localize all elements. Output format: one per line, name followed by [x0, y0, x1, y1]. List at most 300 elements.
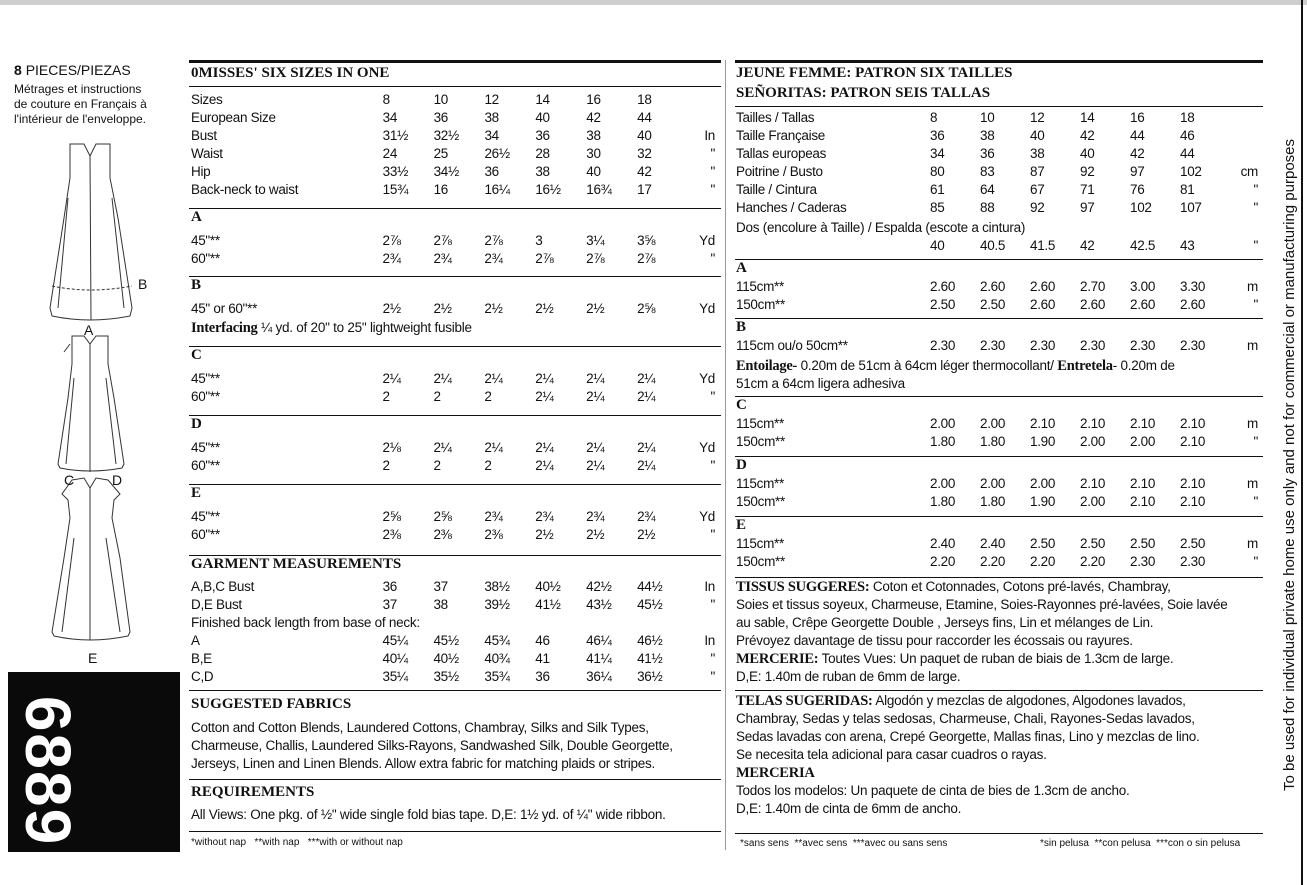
row-value: 2½: [484, 301, 503, 316]
row-value: 34: [382, 110, 398, 125]
row-label: 60"**: [191, 251, 220, 266]
row-value: 2¼: [586, 371, 605, 386]
row-value: 2.00: [1130, 434, 1156, 449]
row-unit: m: [1247, 416, 1258, 431]
row-value: 2.50: [1180, 536, 1206, 551]
row-unit: In: [704, 633, 715, 648]
row-value: 88: [980, 200, 995, 215]
view-yardage-table: [736, 337, 1258, 355]
row-value: 38: [535, 164, 550, 179]
row-value: 2.50: [1130, 536, 1156, 551]
table-row: [736, 296, 1258, 314]
row-value: 3⅝: [637, 233, 656, 248]
row-value: 40: [1030, 128, 1045, 143]
row-value: 43½: [586, 597, 612, 612]
row-label: 45"**: [191, 371, 220, 386]
row-value: 2½: [535, 527, 554, 542]
row-value: 3¼: [586, 233, 605, 248]
row-value: 36: [433, 110, 448, 125]
section-rule: [735, 259, 1263, 260]
table-row: [191, 596, 715, 614]
row-value: 38½: [484, 579, 510, 594]
french-note-line: Métrages et instructions: [14, 82, 142, 96]
pieces-heading: [14, 62, 131, 78]
row-value: 44: [637, 110, 652, 125]
row-label: 150cm**: [736, 554, 785, 569]
row-label: 115cm**: [736, 416, 784, 431]
row-value: 1.80: [980, 494, 1006, 509]
row-value: 2.00: [980, 416, 1006, 431]
row-value: 35¾: [484, 669, 510, 684]
row-value: 14: [535, 92, 550, 107]
section-rule: [735, 516, 1263, 517]
row-value: 46¼: [586, 633, 612, 648]
view-letter-c: C: [736, 397, 747, 413]
row-value: 18: [1180, 110, 1195, 125]
mercerie-line: D,E: 1.40m de ruban de 6mm de large.: [736, 669, 961, 684]
row-value: 36: [930, 128, 945, 143]
row-value: 38: [980, 128, 995, 143]
row-label: C,D: [191, 669, 214, 684]
row-value: 2¼: [535, 458, 554, 473]
table-row: [736, 337, 1258, 355]
telas-line: Chambray, Sedas y telas sedosas, Charmeuse, Chali, Rayones-Sedas lavados,: [736, 711, 1195, 726]
row-unit: Yd: [699, 509, 715, 524]
row-value: 40½: [535, 579, 561, 594]
row-label: Taille / Cintura: [736, 182, 817, 197]
row-label: Bust: [191, 128, 217, 143]
row-value: 2½: [382, 301, 401, 316]
table-row: [736, 199, 1258, 217]
row-unit: Yd: [699, 233, 715, 248]
row-value: 67: [1030, 182, 1045, 197]
row-value: 43: [1180, 238, 1195, 253]
mercerie-label: MERCERIE:: [736, 651, 819, 667]
row-unit: In: [704, 579, 715, 594]
section-rule: [735, 456, 1263, 457]
row-label: 60"**: [191, 389, 220, 404]
tissus-text: [736, 578, 1264, 686]
row-unit: [688, 91, 715, 109]
section-rule: [735, 318, 1263, 319]
row-value: 2½: [637, 527, 656, 542]
side-note: To be used for individual private home use only and not for commercial or manufacturing purposes: [1281, 138, 1298, 792]
row-value: 2.60: [1030, 279, 1056, 294]
row-unit: [1230, 109, 1258, 127]
row-value: 37: [382, 597, 398, 612]
row-label: Hip: [191, 164, 211, 179]
row-value: 2.60: [1080, 297, 1106, 312]
row-value: 34½: [433, 164, 459, 179]
row-value: 41.5: [1030, 238, 1056, 253]
row-value: 2.00: [930, 416, 956, 431]
view-yardage-table: [736, 475, 1258, 511]
row-value: 2½: [586, 527, 605, 542]
view-yardage-table: [191, 370, 715, 406]
row-value: 2¼: [484, 371, 503, 386]
table-row: [191, 388, 715, 406]
row-value: 2.30: [1130, 338, 1156, 353]
table-row: [191, 300, 715, 318]
table-row: [191, 163, 715, 181]
row-value: 2.60: [1130, 297, 1156, 312]
table-row: [736, 475, 1258, 493]
row-value: 16: [433, 182, 448, 197]
row-value: 16: [586, 92, 601, 107]
table-row: [191, 526, 715, 544]
eng-top-rule: [189, 60, 721, 63]
merceria-label: MERCERIA: [736, 765, 815, 781]
row-label: 115cm ou/o 50cm**: [736, 338, 848, 353]
row-unit: ": [1253, 434, 1258, 449]
row-value: 2.30: [1080, 338, 1106, 353]
row-value: 14: [1080, 110, 1095, 125]
table-row: [191, 109, 715, 127]
row-unit: m: [1247, 476, 1258, 491]
row-value: 2¼: [382, 371, 401, 386]
row-value: 2: [484, 458, 492, 473]
row-value: 71: [1080, 182, 1095, 197]
row-value: 2.20: [980, 554, 1006, 569]
row-value: 42: [1080, 128, 1095, 143]
tissus-line: Coton et Cotonnades, Cotons pré-lavés, Chambray,: [869, 579, 1171, 594]
row-value: 2.10: [1130, 494, 1156, 509]
view-letter-b: B: [191, 277, 202, 293]
row-label: 45"**: [191, 233, 220, 248]
row-value: 2¼: [637, 389, 656, 404]
row-label: D,E Bust: [191, 597, 242, 612]
view-yardage-table: [191, 439, 715, 475]
entoilage-text: [736, 357, 1264, 393]
row-value: 2¾: [535, 509, 554, 524]
fr-title: JEUNE FEMME: PATRON SIX TAILLES: [736, 65, 1013, 81]
row-label: 45"**: [191, 509, 220, 524]
row-value: 2¼: [586, 440, 605, 455]
row-value: 2.10: [1180, 416, 1206, 431]
merceria-line: D,E: 1.40m de cinta de 6mm de ancho.: [736, 801, 962, 816]
row-value: 31½: [382, 128, 409, 143]
tissus-line: Prévoyez davantage de tissu pour raccorder les écossais ou rayures.: [736, 633, 1133, 648]
row-value: 2¼: [535, 440, 554, 455]
row-value: 85: [930, 200, 945, 215]
tissus-line: Soies et tissus soyeux, Charmeuse, Etamine, Soies-Rayonnes pré-lavées, Soie lavée: [736, 597, 1228, 612]
row-value: 2⅞: [484, 233, 503, 248]
row-value: 102: [1180, 164, 1202, 179]
french-note-line: l'intérieur de l'enveloppe.: [14, 112, 146, 126]
row-value: 2: [484, 389, 492, 404]
row-value: 2.00: [1080, 494, 1106, 509]
view-letter-d: D: [191, 416, 202, 432]
row-value: 2.00: [1080, 434, 1106, 449]
row-value: 44: [1130, 128, 1145, 143]
row-unit: Yd: [699, 301, 715, 316]
eng-title: 0MISSES' SIX SIZES IN ONE: [191, 65, 390, 81]
section-rule: [735, 396, 1263, 397]
section-rule: [189, 415, 721, 416]
row-value: 2¼: [586, 389, 605, 404]
requirements-text: All Views: One pkg. of ½" wide single fold bias tape. D,E: 1½ yd. of ¼" wide ribbon.: [191, 807, 666, 822]
row-value: 8: [930, 110, 938, 125]
row-value: 2.60: [1030, 297, 1056, 312]
row-value: 2.30: [1180, 554, 1206, 569]
section-rule: [189, 346, 721, 347]
fr-size-table: [736, 109, 1258, 217]
row-value: 2.10: [1080, 416, 1106, 431]
entretela-line2: 51cm a 64cm ligera adhesiva: [736, 376, 905, 391]
row-label: 115cm**: [736, 536, 784, 551]
table-row: [191, 250, 715, 268]
row-value: 36: [980, 146, 995, 161]
view-label-e: E: [88, 650, 98, 666]
row-value: 33½: [382, 164, 409, 179]
row-unit: ": [710, 527, 715, 542]
entoilage-value: 0.20m de 51cm à 64cm léger thermocollant/: [797, 358, 1058, 373]
row-value: 2⅞: [637, 251, 656, 266]
row-unit: [1230, 145, 1258, 163]
telas-label: TELAS SUGERIDAS:: [736, 693, 873, 709]
row-value: 107: [1180, 200, 1202, 215]
row-unit: m: [1247, 536, 1258, 551]
row-value: 45¾: [484, 633, 510, 648]
row-value: 36: [535, 128, 550, 143]
table-row: [191, 668, 715, 686]
row-value: 2: [433, 458, 441, 473]
row-value: 42½: [586, 579, 612, 594]
merceria-line: Todos los modelos: Un paquete de cinta de bies de 1.3cm de ancho.: [736, 783, 1130, 798]
row-value: 2¼: [433, 371, 452, 386]
row-value: 40: [586, 164, 601, 179]
row-value: 16¼: [484, 182, 510, 197]
row-value: 42: [1080, 238, 1095, 253]
fr-top-rule: [735, 60, 1263, 63]
row-value: 2¼: [586, 458, 605, 473]
row-value: 61: [930, 182, 945, 197]
row-value: 38: [433, 597, 448, 612]
row-value: 2¼: [637, 440, 656, 455]
row-value: 44: [1180, 146, 1195, 161]
interfacing-label: Interfacing: [191, 320, 258, 336]
interfacing-note: [191, 319, 472, 337]
row-label: Waist: [191, 146, 223, 161]
view-label-d: D: [112, 472, 123, 488]
row-value: 2.00: [1030, 476, 1056, 491]
view-letter-e: E: [736, 517, 747, 533]
row-value: 2.20: [1030, 554, 1056, 569]
row-value: 1.80: [930, 494, 956, 509]
row-value: 3.00: [1130, 279, 1156, 294]
row-value: 2⅛: [382, 440, 401, 455]
row-unit: ": [1253, 200, 1258, 215]
row-label: 45" or 60"**: [191, 301, 258, 316]
es-title: SEÑORITAS: PATRON SEIS TALLAS: [736, 85, 991, 101]
row-value: 2.10: [1130, 416, 1156, 431]
row-unit: [1230, 127, 1258, 145]
row-value: 36¼: [586, 669, 612, 684]
row-value: 40: [930, 238, 945, 253]
row-value: 2.00: [930, 476, 956, 491]
fr-footnote: *sans sens **avec sens ***avec ou sans sens: [740, 838, 948, 849]
entretela-value: - 0.20m de: [1112, 358, 1175, 373]
row-value: 2¾: [484, 509, 503, 524]
view-yardage-table: [191, 300, 715, 318]
row-value: 97: [1080, 200, 1095, 215]
table-row: [191, 91, 715, 109]
view-yardage-table: [736, 278, 1258, 314]
row-value: 30: [586, 146, 601, 161]
table-row: [736, 237, 1258, 255]
fabrics-line: Cotton and Cotton Blends, Laundered Cottons, Chambray, Silks and Silk Types,: [191, 720, 649, 735]
row-value: 2: [433, 389, 441, 404]
row-value: 45½: [637, 597, 663, 612]
row-value: 34: [484, 128, 499, 143]
row-unit: m: [1247, 338, 1258, 353]
row-value: 37: [433, 579, 448, 594]
view-letter-e: E: [191, 485, 202, 501]
row-value: 2.50: [930, 297, 956, 312]
row-value: 24: [382, 146, 398, 161]
row-value: 46: [1180, 128, 1195, 143]
row-value: 36½: [637, 669, 663, 684]
length-table: [191, 632, 715, 686]
view-letter-c: C: [191, 347, 202, 363]
row-value: 81: [1180, 182, 1195, 197]
row-value: 46½: [637, 633, 663, 648]
row-value: 2.20: [930, 554, 956, 569]
dos-table: [736, 237, 1258, 255]
row-unit: ": [710, 251, 715, 266]
row-label: [736, 237, 930, 255]
dos-label: Dos (encolure à Taille) / Espalda (escote a cintura): [736, 220, 1026, 235]
row-value: 2⅜: [433, 527, 452, 542]
row-unit: ": [710, 651, 715, 666]
row-value: 2.10: [1180, 494, 1206, 509]
telas-line: Sedas lavadas con arena, Crepé Georgette, Mallas finas, Lino y mezclas de lino.: [736, 729, 1200, 744]
row-value: 2⅞: [535, 251, 554, 266]
row-value: 41: [535, 651, 550, 666]
row-value: 36: [484, 164, 499, 179]
row-value: 45½: [433, 633, 459, 648]
row-value: 42: [1130, 146, 1145, 161]
row-value: 2.10: [1180, 434, 1206, 449]
row-value: 1.80: [980, 434, 1006, 449]
row-value: 46: [535, 633, 550, 648]
row-unit: ": [1253, 238, 1258, 253]
row-value: 2.50: [1080, 536, 1106, 551]
row-value: 8: [382, 92, 390, 107]
table-row: [191, 650, 715, 668]
row-value: 2⅝: [382, 509, 401, 524]
row-value: 2.50: [1030, 536, 1056, 551]
row-value: 2.10: [1030, 416, 1056, 431]
row-value: 40: [1080, 146, 1095, 161]
row-value: 2¼: [433, 440, 452, 455]
table-row: [191, 232, 715, 250]
row-unit: ": [710, 669, 715, 684]
finished-length-label: Finished back length from base of neck:: [191, 615, 420, 630]
row-value: 2.30: [930, 338, 956, 353]
row-value: 16½: [535, 182, 561, 197]
row-value: 2.70: [1080, 279, 1106, 294]
top-border: [0, 0, 1307, 5]
row-value: 2: [382, 389, 390, 404]
row-value: 83: [980, 164, 995, 179]
row-value: 80: [930, 164, 945, 179]
fabrics-line: Jerseys, Linen and Linen Blends. Allow extra fabric for matching plaids or stripes.: [191, 756, 655, 771]
row-unit: ": [710, 458, 715, 473]
pieces-label: PIECES/PIEZAS: [25, 62, 131, 78]
row-label: Poitrine / Busto: [736, 164, 823, 179]
row-value: 2.30: [1130, 554, 1156, 569]
row-unit: ": [1253, 297, 1258, 312]
row-unit: ": [710, 389, 715, 404]
row-value: 40.5: [980, 238, 1006, 253]
row-label: European Size: [191, 110, 276, 125]
row-unit: ": [1253, 182, 1258, 197]
table-row: [191, 370, 715, 388]
row-label: Back-neck to waist: [191, 182, 299, 197]
table-row: [191, 508, 715, 526]
row-unit: Yd: [699, 371, 715, 386]
entretela-label: Entretela: [1057, 358, 1113, 374]
table-row: [736, 181, 1258, 199]
row-value: 2⅜: [382, 527, 401, 542]
table-row: [736, 109, 1258, 127]
garment-table: [191, 578, 715, 614]
row-value: 12: [1030, 110, 1045, 125]
row-value: 16: [1130, 110, 1145, 125]
row-value: 36: [382, 579, 398, 594]
view-yardage-table: [191, 508, 715, 544]
row-value: 18: [637, 92, 652, 107]
view-label-c: C: [64, 472, 75, 488]
row-value: 92: [1080, 164, 1095, 179]
row-value: 42: [637, 164, 652, 179]
row-label: Hanches / Caderas: [736, 200, 847, 215]
table-row: [736, 127, 1258, 145]
row-label: 60"**: [191, 458, 220, 473]
row-value: 36: [535, 669, 550, 684]
row-value: 2.20: [1080, 554, 1106, 569]
table-row: [191, 439, 715, 457]
row-value: 2¼: [637, 458, 656, 473]
row-value: 17: [637, 182, 652, 197]
table-row: [736, 415, 1258, 433]
row-label: B,E: [191, 651, 212, 666]
table-row: [191, 578, 715, 596]
row-value: 2⅜: [484, 527, 503, 542]
row-value: 25: [433, 146, 448, 161]
table-row: [191, 632, 715, 650]
row-unit: ": [710, 164, 715, 179]
row-value: 38: [1030, 146, 1045, 161]
row-unit: cm: [1240, 164, 1258, 179]
row-value: 32: [637, 146, 652, 161]
row-label: 150cm**: [736, 297, 785, 312]
table-row: [736, 553, 1258, 571]
row-value: 40¾: [484, 651, 510, 666]
table-row: [191, 145, 715, 163]
table-row: [191, 127, 715, 145]
view-sketches: [40, 138, 150, 658]
row-value: 2¼: [637, 371, 656, 386]
row-label: 115cm**: [736, 476, 784, 491]
view-yardage-table: [736, 535, 1258, 571]
row-unit: In: [704, 128, 715, 143]
telas-line: Algodón y mezclas de algodones, Algodones lavados,: [872, 693, 1186, 708]
row-value: 2.10: [1130, 476, 1156, 491]
row-value: 42: [586, 110, 601, 125]
row-value: 26½: [484, 146, 510, 161]
